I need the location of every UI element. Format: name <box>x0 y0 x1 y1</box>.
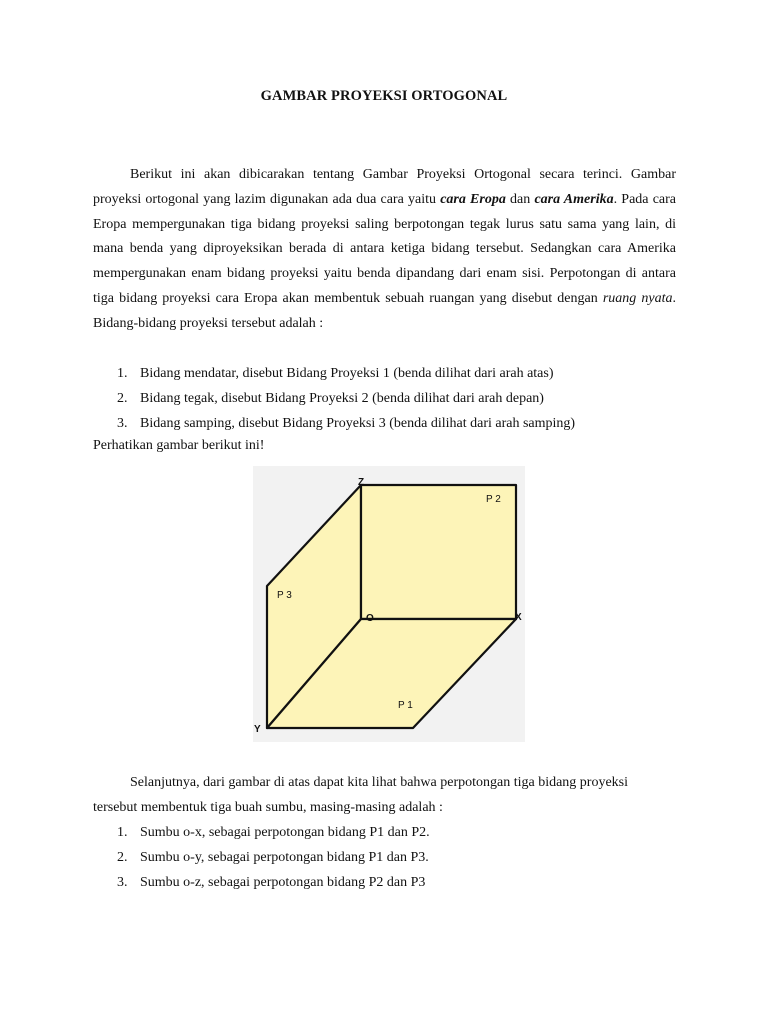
axis-label-x: X <box>515 612 522 623</box>
list-text: Bidang samping, disebut Bidang Proyeksi 3 (benda dilihat dari arah samping) <box>140 416 576 431</box>
list-number: 1. <box>117 825 128 840</box>
list-text: Bidang mendatar, disebut Bidang Proyeksi 1 (benda dilihat dari arah atas) <box>140 366 554 381</box>
list-number: 3. <box>117 875 128 890</box>
list-item <box>117 386 575 411</box>
list-text: Sumbu o-x, sebagai perpotongan bidang P1 dan P2. <box>140 825 430 840</box>
list-text: Sumbu o-z, sebagai perpotongan bidang P2 dan P3 <box>140 875 426 890</box>
list-number: 2. <box>117 850 128 865</box>
list-item <box>117 845 430 870</box>
plane-label-p3: P 3 <box>277 590 292 601</box>
list-item <box>117 820 430 845</box>
axis-label-z: Z <box>358 477 365 488</box>
origin-label: O <box>366 613 374 624</box>
intro-text-1: Berikut ini akan dibicarakan tentang Gambar Proyeksi Ortogonal secara terinci. Gambar proyeksi ortogonal yang lazim digunakan ada dua cara yaitu <box>93 167 676 207</box>
intro-paragraph <box>93 163 676 337</box>
list-text: Sumbu o-y, sebagai perpotongan bidang P1 dan P3. <box>140 850 429 865</box>
list-item <box>117 870 430 895</box>
figure-note: Perhatikan gambar berikut ini! <box>93 438 265 453</box>
intro-text-3: . Bidang-bidang proyeksi tersebut adalah : <box>93 290 676 331</box>
list-number: 2. <box>117 391 128 406</box>
list-number: 3. <box>117 416 128 431</box>
axes-paragraph: Selanjutnya, dari gambar di atas dapat kita lihat bahwa perpotongan tiga bidang proyeksi tersebut membentuk tiga buah sumbu, masing-masing adalah : <box>93 775 629 815</box>
projection-planes-list <box>117 361 575 436</box>
intro-text-2: . Pada cara Eropa mempergunakan tiga bidang proyeksi saling berpotongan tegak lurus satu sama yang lain, di mana benda yang diproyeksikan berada di antara ketiga bidang tersebut. Sedangkan cara Amerika mempergunakan enam bidang proyeksi yaitu benda dipandang dari enam sisi. Perpotongan di antara tiga bidang proyeksi cara Eropa akan membentuk sebuah ruangan yang disebut dengan <box>93 191 677 306</box>
plane-label-p2: P 2 <box>486 494 501 505</box>
axis-label-y: Y <box>254 724 261 735</box>
list-text: Bidang tegak, disebut Bidang Proyeksi 2 (benda dilihat dari arah depan) <box>140 391 544 406</box>
intro-connector: dan <box>505 191 535 207</box>
ruang-nyata-term: ruang nyata <box>602 290 673 306</box>
plane-p2 <box>361 485 516 619</box>
plane-label-p1: P 1 <box>398 700 413 711</box>
projection-planes-figure <box>253 466 525 742</box>
page-title: GAMBAR PROYEKSI ORTOGONAL <box>260 88 508 104</box>
cara-amerika-term: cara Amerika <box>534 191 614 207</box>
list-number: 1. <box>117 366 128 381</box>
list-item <box>117 411 575 436</box>
list-item <box>117 361 575 386</box>
axes-list <box>117 820 430 895</box>
cara-eropa-term: cara Eropa <box>440 191 506 207</box>
